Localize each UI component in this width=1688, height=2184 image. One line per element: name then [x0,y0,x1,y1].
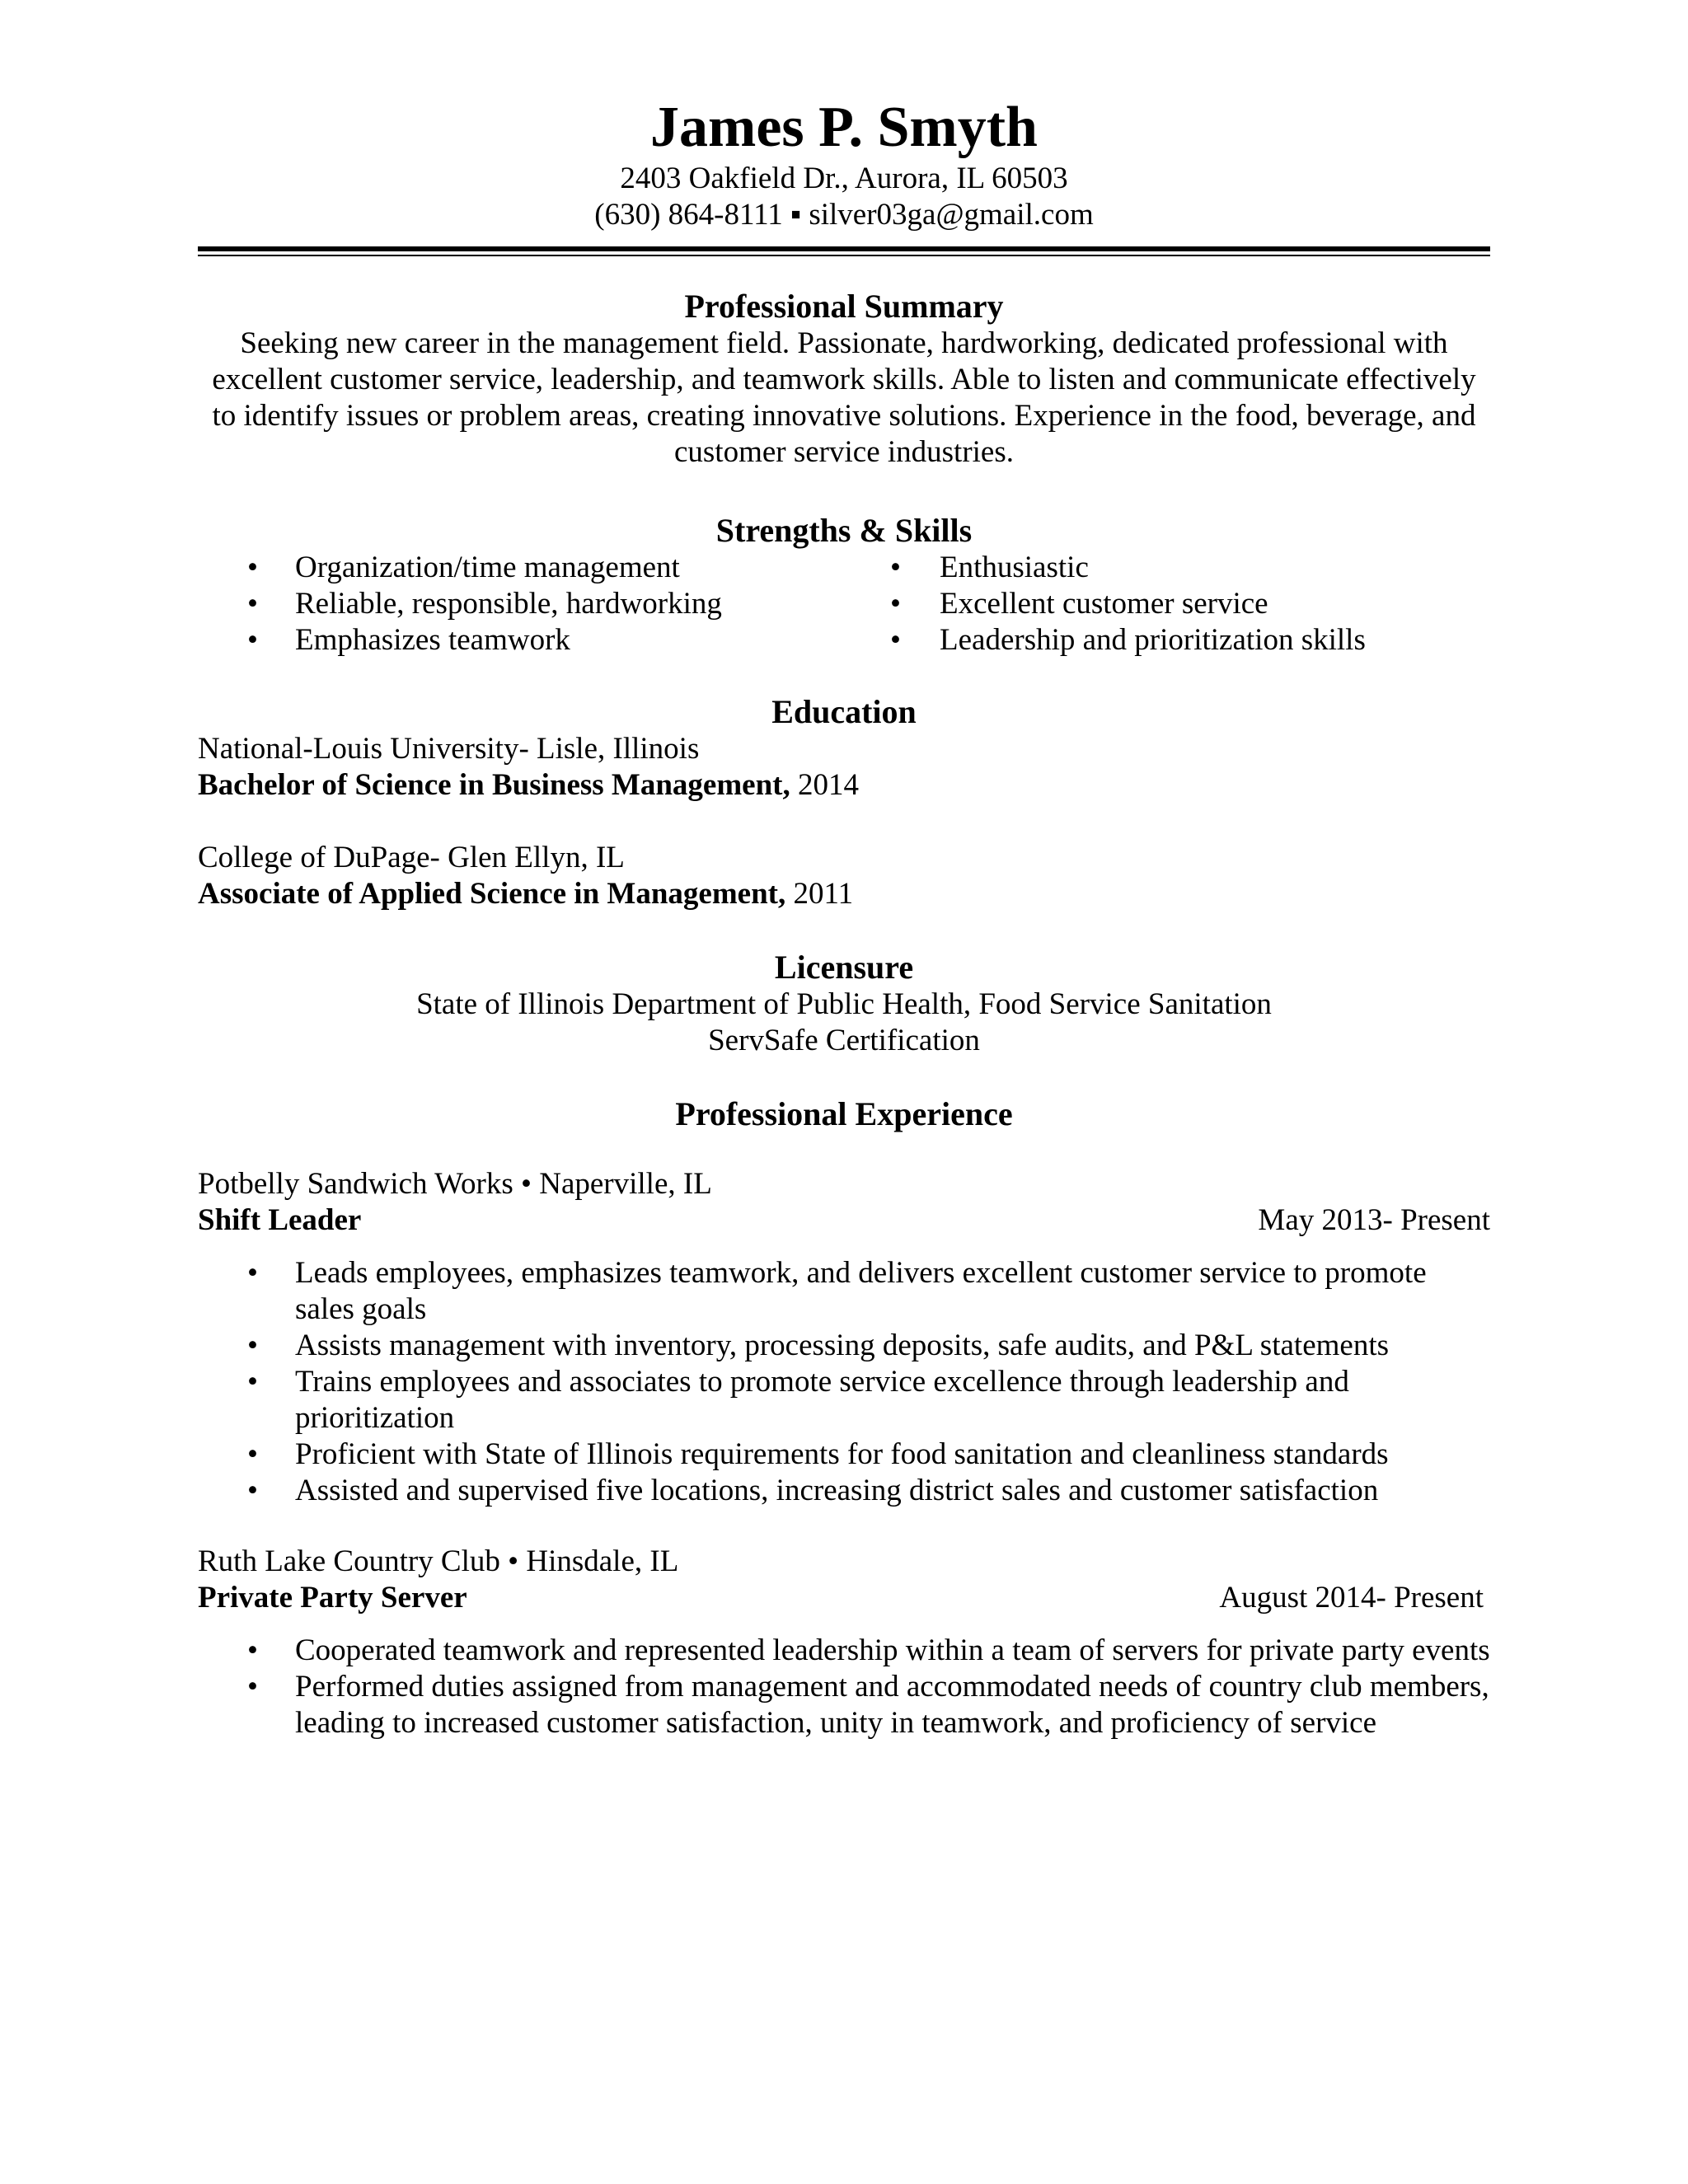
bullet-icon: • [247,587,258,621]
bullet-icon: • [247,1633,258,1667]
duty-item: • Performed duties assigned from management and accommodated needs of country club members, leading to increased customer satisfaction, unity in teamwork, and proficiency of service [247,1670,1489,1740]
job-duties [198,1255,1490,1509]
duty-item: • Cooperated teamwork and represented leadership within a team of servers for private party events [247,1633,1490,1667]
employer: Ruth Lake Country Club • Hinsdale, IL [198,1544,679,1578]
bullet-icon: • [247,551,258,584]
skills-column-right [890,550,1467,658]
skills-column-left [198,550,890,658]
skill-item: • Organization/time management [247,551,680,584]
skills-title: Strengths & Skills [715,512,973,549]
bullet-icon: • [247,1329,258,1362]
school-name: College of DuPage- Glen Ellyn, IL [198,841,625,874]
bullet-icon: • [890,551,901,584]
employer: Potbelly Sandwich Works • Naperville, IL [198,1167,712,1201]
candidate-name: James P. Smyth [650,96,1038,159]
duty-item: • Trains employees and associates to promote service excellence through leadership and prioritization [247,1365,1349,1435]
summary-title: Professional Summary [684,288,1004,325]
degree-line [198,876,1490,912]
address: 2403 Oakfield Dr., Aurora, IL 60503 [620,162,1068,195]
degree-name: Associate of Applied Science in Management, [198,877,786,911]
licensure-item: ServSafe Certification [708,1024,980,1057]
job-header [198,1202,1490,1239]
school-name: National-Louis University- Lisle, Illinois [198,732,700,766]
licensure-item: State of Illinois Department of Public Health, Food Service Sanitation [416,987,1272,1021]
skill-item: • Leadership and prioritization skills [890,623,1366,657]
duty-item: • Assisted and supervised five locations, increasing district sales and customer satisfaction [247,1474,1379,1507]
job-header [198,1580,1490,1616]
bullet-icon: • [890,623,901,657]
skill-item: • Excellent customer service [890,587,1268,621]
skills-list [198,550,1490,658]
duty-item: • Leads employees, emphasizes teamwork, and delivers excellent customer service to promote sales goals [247,1256,1427,1326]
bullet-icon: • [247,1474,258,1507]
licensure-title: Licensure [774,949,914,986]
job-duties [198,1633,1490,1741]
duty-item: • Assists management with inventory, processing deposits, safe audits, and P&L statements [247,1329,1389,1362]
education-entry [198,840,1490,912]
job-position: Shift Leader [198,1203,362,1237]
header-divider [198,246,1490,256]
skill-item: • Enthusiastic [890,551,1089,584]
education-title: Education [771,693,917,730]
bullet-icon: • [247,1365,258,1399]
bullet-icon: • [247,1256,258,1290]
degree-name: Bachelor of Science in Business Management, [198,768,790,802]
job-entry [198,1544,1490,1741]
bullet-icon: • [247,1670,258,1704]
skill-item: • Reliable, responsible, hardworking [247,587,722,621]
job-entry [198,1166,1490,1509]
job-dates: May 2013- Present [1258,1203,1490,1237]
degree-year: 2011 [785,877,854,911]
job-position: Private Party Server [198,1581,467,1615]
experience-title: Professional Experience [675,1095,1013,1132]
degree-line [198,767,1490,804]
bullet-icon: • [247,623,258,657]
degree-year: 2014 [790,768,859,802]
job-dates: August 2014- Present [1219,1581,1484,1615]
skill-item: • Emphasizes teamwork [247,623,570,657]
phone-email: (630) 864-8111 ▪ silver03ga@gmail.com [594,198,1094,232]
summary-text: Seeking new career in the management field. Passionate, hardworking, dedicated professional with excellent customer service, leadership, and teamwork skills. Able to listen and communicate effectively to identify issues or problem areas, creating innovative solutions. Experience in the food, beverage, and customer service industries. [212,326,1476,469]
education-entry [198,731,1490,804]
bullet-icon: • [890,587,901,621]
duty-item: • Proficient with State of Illinois requirements for food sanitation and cleanliness standards [247,1437,1389,1471]
bullet-icon: • [247,1437,258,1471]
